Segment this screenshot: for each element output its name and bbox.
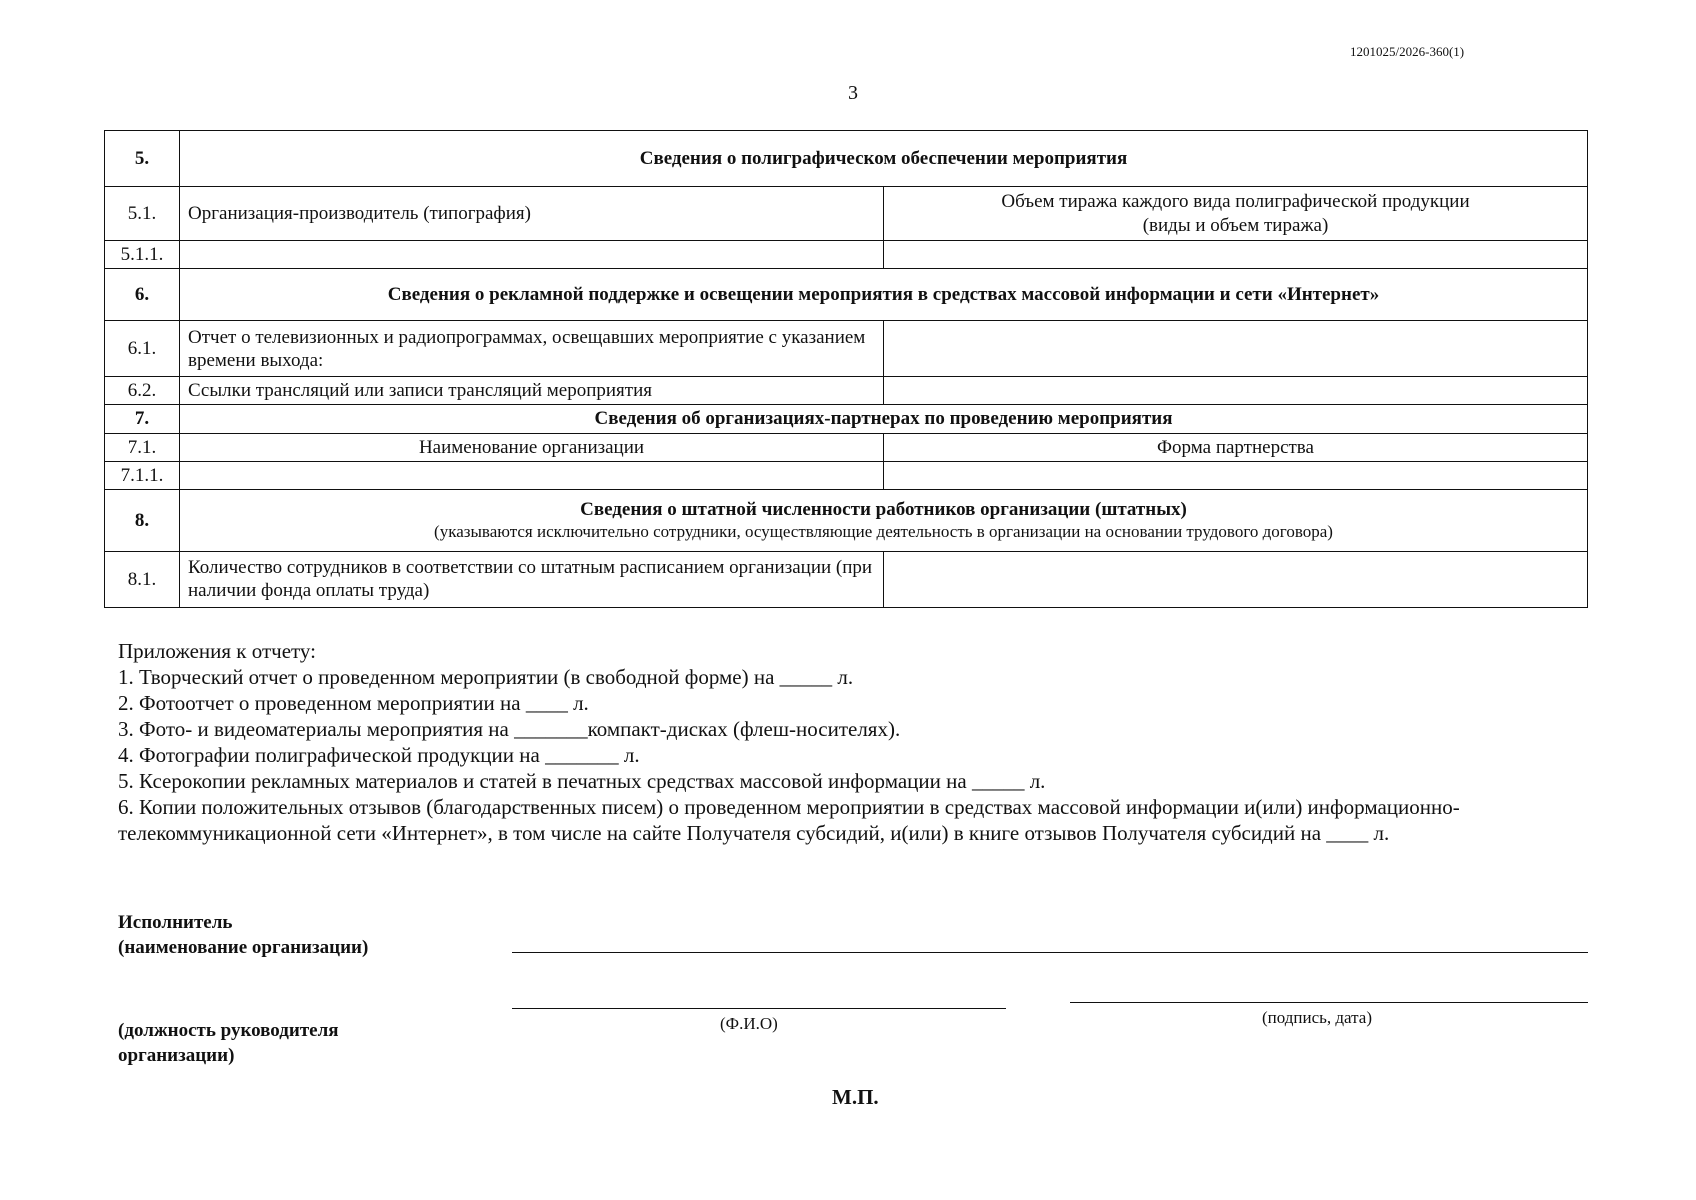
row-header-right: Форма партнерства bbox=[884, 433, 1588, 461]
table-row bbox=[105, 377, 1588, 405]
section-subtitle: (указываются исключительно сотрудники, осуществляющие деятельность в организации на основании трудового договора) bbox=[434, 521, 1333, 541]
row-label: Количество сотрудников в соответствии со штатным расписанием организации (при наличии фонда оплаты труда) bbox=[180, 551, 884, 607]
appendix-item: 4. Фотографии полиграфической продукции на _______ л. bbox=[118, 743, 640, 767]
executor-label-line1: Исполнитель bbox=[118, 912, 233, 933]
table-row bbox=[105, 489, 1588, 551]
position-label bbox=[118, 1018, 339, 1068]
row-number: 6.1. bbox=[105, 321, 180, 377]
row-number: 5.1.1. bbox=[105, 241, 180, 269]
table-row bbox=[105, 241, 1588, 269]
row-label: Ссылки трансляций или записи трансляций мероприятия bbox=[180, 377, 884, 405]
row-number: 8.1. bbox=[105, 551, 180, 607]
row-label: Отчет о телевизионных и радиопрограммах, освещавших мероприятие с указанием времени выхода: bbox=[180, 321, 884, 377]
report-table bbox=[104, 130, 1588, 608]
position-label-line1: (должность руководителя bbox=[118, 1020, 339, 1041]
appendix-item: 6. Копии положительных отзывов (благодарственных писем) о проведенном мероприятии в средствах массовой информации и(или) информационно-телекоммуникационной сети «Интернет», в том числе на сайте Получателя субсидий, и(или) в книге отзывов Получателя субсидий на ____ л. bbox=[118, 795, 1460, 845]
section-title: Сведения о штатной численности работников организации (штатных) bbox=[580, 499, 1187, 521]
row-header-right-line2: (виды и объем тиража) bbox=[1142, 214, 1329, 236]
row-header-right bbox=[884, 187, 1588, 241]
table-row bbox=[105, 461, 1588, 489]
section-number: 6. bbox=[105, 269, 180, 321]
appendix-item: 1. Творческий отчет о проведенном мероприятии (в свободной форме) на _____ л. bbox=[118, 665, 854, 689]
section-number: 5. bbox=[105, 131, 180, 187]
appendix-item: 2. Фотоотчет о проведенном мероприятии на ____ л. bbox=[118, 691, 589, 715]
executor-label bbox=[118, 910, 368, 960]
section-title: Сведения об организациях-партнерах по проведению мероприятия bbox=[180, 405, 1588, 433]
stamp-label: М.П. bbox=[832, 1085, 879, 1109]
row-number: 7.1.1. bbox=[105, 461, 180, 489]
position-label-line2: организации) bbox=[118, 1045, 235, 1066]
empty-cell bbox=[180, 461, 884, 489]
table-row bbox=[105, 551, 1588, 607]
row-number: 6.2. bbox=[105, 377, 180, 405]
empty-cell bbox=[884, 321, 1588, 377]
table-row bbox=[105, 321, 1588, 377]
row-header-right-line1: Объем тиража каждого вида полиграфической продукции bbox=[1001, 191, 1470, 213]
fio-caption: (Ф.И.О) bbox=[720, 1014, 778, 1033]
row-label: Организация-производитель (типография) bbox=[180, 187, 884, 241]
empty-cell bbox=[884, 241, 1588, 269]
table-row bbox=[105, 187, 1588, 241]
section-title-block bbox=[180, 489, 1588, 551]
section-number: 8. bbox=[105, 489, 180, 551]
row-number: 7.1. bbox=[105, 433, 180, 461]
fio-line bbox=[512, 1008, 1006, 1009]
appendix-item: 5. Ксерокопии рекламных материалов и статей в печатных средствах массовой информации на _____ л. bbox=[118, 769, 1046, 793]
empty-cell bbox=[884, 377, 1588, 405]
empty-cell bbox=[180, 241, 884, 269]
table-row bbox=[105, 131, 1588, 187]
empty-cell bbox=[884, 551, 1588, 607]
empty-cell bbox=[884, 461, 1588, 489]
section-title: Сведения о полиграфическом обеспечении мероприятия bbox=[180, 131, 1588, 187]
appendices-list bbox=[118, 638, 1588, 846]
executor-label-line2: (наименование организации) bbox=[118, 937, 369, 958]
signature-caption: (подпись, дата) bbox=[1262, 1008, 1373, 1027]
signature-line bbox=[1070, 1002, 1588, 1003]
table-row bbox=[105, 433, 1588, 461]
appendix-item: 3. Фото- и видеоматериалы мероприятия на _______компакт-дисках (флеш-носителях). bbox=[118, 717, 901, 741]
section-number: 7. bbox=[105, 405, 180, 433]
page-number: 3 bbox=[848, 82, 858, 104]
organization-name-line bbox=[512, 952, 1588, 953]
table-row bbox=[105, 405, 1588, 433]
appendices-heading: Приложения к отчету: bbox=[118, 639, 316, 663]
table-row bbox=[105, 269, 1588, 321]
row-number: 5.1. bbox=[105, 187, 180, 241]
row-header-left: Наименование организации bbox=[180, 433, 884, 461]
section-title: Сведения о рекламной поддержке и освещении мероприятия в средствах массовой информации и сети «Интернет» bbox=[180, 269, 1588, 321]
document-number: 1201025/2026-360(1) bbox=[1350, 44, 1465, 59]
